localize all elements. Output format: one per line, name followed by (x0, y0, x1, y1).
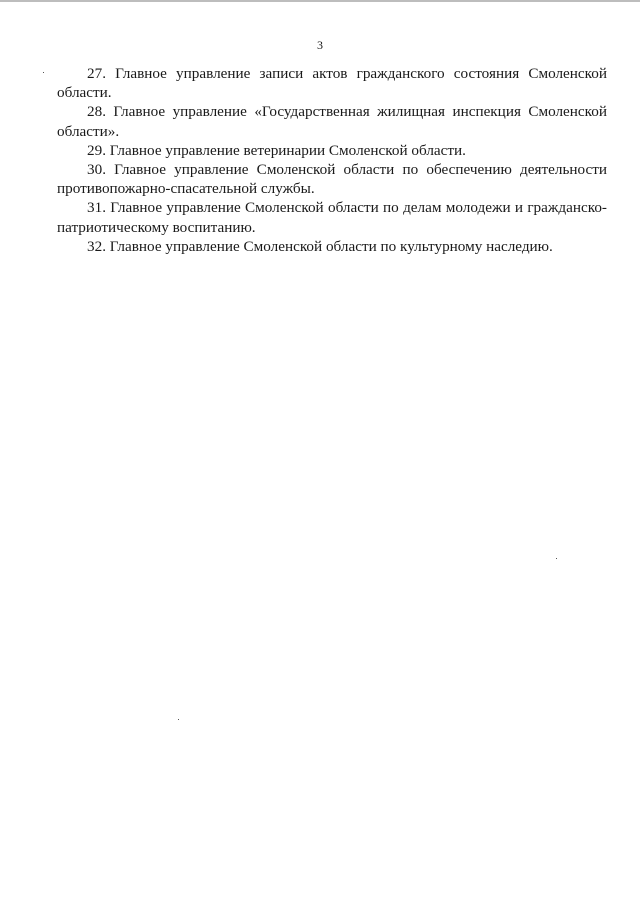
list-item: 32. Главное управление Смоленской области по культурному наследию. (87, 237, 553, 255)
list-item: 31. Главное управление Смоленской области по делам молодежи и гражданско-патриотическому воспитанию. (57, 199, 607, 236)
list-item: 29. Главное управление ветеринарии Смоленской области. (87, 141, 466, 159)
document-body (57, 64, 607, 256)
scan-speck (556, 558, 557, 559)
top-scan-border (0, 0, 640, 2)
scan-speck (43, 72, 44, 73)
list-item: 28. Главное управление «Государственная жилищная инспекция Смоленской области». (57, 103, 607, 140)
scan-speck (178, 719, 179, 720)
list-item: 27. Главное управление записи актов гражданского состояния Смоленской области. (57, 65, 607, 102)
page-number: 3 (317, 38, 323, 52)
list-item: 30. Главное управление Смоленской области по обеспечению деятельности противопожарно-спасательной службы. (57, 161, 607, 198)
